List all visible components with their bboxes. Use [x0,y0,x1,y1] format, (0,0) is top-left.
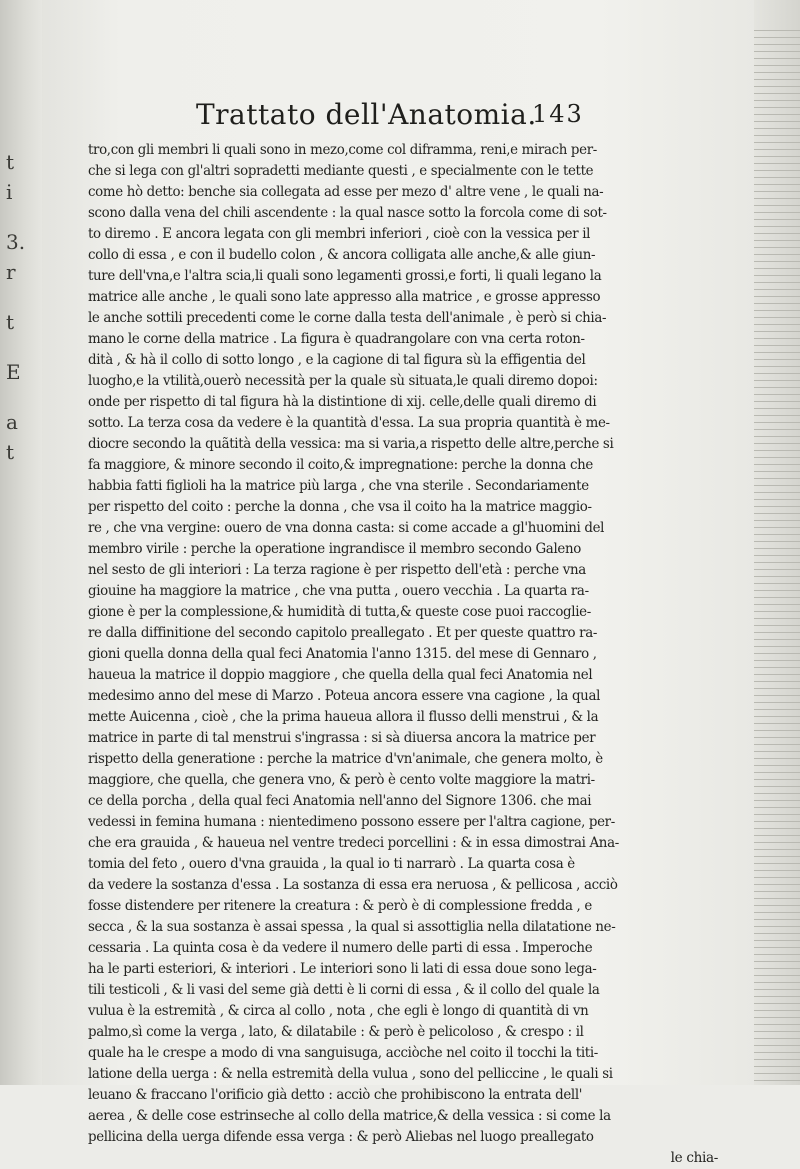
fore-edge-line [754,940,800,941]
fore-edge-line [754,506,800,507]
fore-edge-line [754,618,800,619]
fore-edge-line [754,933,800,934]
page-number: 143 [532,100,584,128]
fore-edge-line [754,856,800,857]
text-line: le anche sottili precedenti come le corne dalla testa dell'animale , è però si chia- [88,310,607,326]
text-line: secca , & la sua sostanza è assai spessa , la qual si assottiglia nella dilatatione ne- [88,919,616,935]
text-line: onde per rispetto di tal figura hà la distintione di xij. celle,delle quali diremo di [88,394,597,410]
text-line: che si lega con gl'altri sopradetti mediante questi , e specialmente con le tette [88,163,594,179]
fore-edge-line [754,233,800,234]
text-line: tili testicoli , & li vasi del seme già detti è li corni di essa , & il collo del quale la [88,982,600,998]
fore-edge-line [754,170,800,171]
fore-edge-line [754,359,800,360]
fore-edge-line [754,408,800,409]
fore-edge-line [754,499,800,500]
fore-edge-line [754,254,800,255]
fore-edge-line [754,1024,800,1025]
fore-edge-line [754,954,800,955]
text-line: luogho,e la vtilità,ouerò necessità per la quale sù situata,le quali diremo dopoi: [88,373,598,389]
fore-edge-line [754,807,800,808]
fore-edge-line [754,485,800,486]
fore-edge-line [754,1052,800,1053]
text-line: tomia del feto , ouero d'vna grauida , la qual io ti narrarò . La quarta cosa è [88,856,575,872]
text-line: palmo,sì come la verga , lato, & dilatabile : & però è pelicoloso , & crespo : il [88,1024,584,1040]
text-line: medesimo anno del mese di Marzo . Poteua ancora essere vna cagione , la qual [88,688,601,704]
fore-edge-line [754,373,800,374]
fore-edge-line [754,443,800,444]
fore-edge-line [754,548,800,549]
fore-edge-line [754,275,800,276]
fore-edge-line [754,121,800,122]
fore-edge-line [754,1045,800,1046]
fore-edge-line [754,114,800,115]
fore-edge-line [754,1031,800,1032]
fore-edge-line [754,639,800,640]
facing-page-glyph: t [6,440,15,464]
facing-page-glyph: i [6,180,13,204]
fore-edge-line [754,863,800,864]
catchword: le chia- [670,1150,718,1166]
fore-edge-line [754,415,800,416]
fore-edge-line [754,310,800,311]
fore-edge-line [754,926,800,927]
fore-edge-line [754,555,800,556]
fore-edge-line [754,1059,800,1060]
text-line: fa maggiore, & minore secondo il coito,& impregnatione: perche la donna che [88,457,593,473]
running-head [196,98,656,134]
text-line: gione è per la complessione,& humidità di tutta,& queste cose puoi raccoglie- [88,604,591,620]
fore-edge-line [754,1038,800,1039]
fore-edge-line [754,884,800,885]
fore-edge-line [754,716,800,717]
facing-page-glyph: r [6,260,16,284]
fore-edge-line [754,51,800,52]
text-line: come hò detto: benche sia collegata ad esse per mezo d' altre vene , le quali na- [88,184,604,200]
fore-edge-line [754,1080,800,1081]
fore-edge-line [754,758,800,759]
fore-edge-line [754,65,800,66]
text-line: mette Auicenna , cioè , che la prima haueua allora il flusso delli menstrui , & la [88,709,599,725]
fore-edge-line [754,975,800,976]
fore-edge-line [754,93,800,94]
fore-edge-line [754,1066,800,1067]
fore-edge-line [754,835,800,836]
fore-edge-line [754,303,800,304]
fore-edge-line [754,366,800,367]
fore-edge-line [754,821,800,822]
text-line: diocre secondo la quãtità della vessica: ma si varia,a rispetto delle altre,perche si [88,436,614,452]
fore-edge-line [754,604,800,605]
fore-edge-line [754,1010,800,1011]
fore-edge-line [754,765,800,766]
fore-edge-line [754,219,800,220]
text-line: quale ha le crespe a modo di vna sanguisuga, acciòche nel coito il tocchi la titi- [88,1045,598,1061]
fore-edge-line [754,1017,800,1018]
fore-edge-line [754,968,800,969]
fore-edge-line [754,849,800,850]
fore-edge-line [754,79,800,80]
fore-edge-line [754,814,800,815]
fore-edge-line [754,1003,800,1004]
text-line: per rispetto del coito : perche la donna , che vsa il coito ha la matrice maggio- [88,499,592,515]
text-line: fosse distendere per ritenere la creatura : & però è di complessione fredda , e [88,898,592,914]
fore-edge-line [754,226,800,227]
fore-edge-line [754,709,800,710]
fore-edge-line [754,345,800,346]
text-line: ce della porcha , della qual feci Anatomia nell'anno del Signore 1306. che mai [88,793,592,809]
page-title: Trattato dell'Anatomia. [196,98,537,131]
fore-edge-line [754,730,800,731]
fore-edge-line [754,723,800,724]
fore-edge-line [754,282,800,283]
fore-edge-line [754,429,800,430]
text-line: maggiore, che quella, che genera vno, & però è cento volte maggiore la matri- [88,772,595,788]
fore-edge-line [754,772,800,773]
fore-edge-line [754,611,800,612]
fore-edge-line [754,58,800,59]
fore-edge-line [754,989,800,990]
text-line: pellicina della uerga difende essa verga : & però Aliebas nel luogo preallegato [88,1129,594,1145]
fore-edge-line [754,492,800,493]
body-text [88,140,738,1169]
fore-edge-line [754,534,800,535]
fore-edge-line [754,660,800,661]
text-line: re , che vna vergine: ouero de vna donna casta: si come accade a gl'huomini del [88,520,605,536]
fore-edge-line [754,142,800,143]
text-line: collo di essa , e con il budello colon , & ancora colligata alle anche,& alle giun- [88,247,596,263]
fore-edge-line [754,870,800,871]
fore-edge-line [754,653,800,654]
fore-edge-line [754,646,800,647]
text-line: to diremo . E ancora legata con gli membri inferiori , cioè con la vessica per il [88,226,591,242]
fore-edge-line [754,562,800,563]
fore-edge-line [754,919,800,920]
fore-edge-line [754,625,800,626]
fore-edge-line [754,296,800,297]
fore-edge-line [754,912,800,913]
fore-edge-line [754,996,800,997]
text-line: dità , & hà il collo di sotto longo , e la cagione di tal figura sù la effigentia del [88,352,586,368]
fore-edge-line [754,324,800,325]
fore-edge-line [754,212,800,213]
fore-edge-line [754,205,800,206]
fore-edge-line [754,947,800,948]
fore-edge-line [754,44,800,45]
fore-edge-line [754,842,800,843]
fore-edge-line [754,261,800,262]
fore-edge-line [754,828,800,829]
facing-page-glyph: E [6,360,21,384]
text-line: sotto. La terza cosa da vedere è la quantità d'essa. La sua propria quantità è me- [88,415,610,431]
fore-edge-line [754,464,800,465]
fore-edge-line [754,268,800,269]
text-line: da vedere la sostanza d'essa . La sostanza di essa era neruosa , & pellicosa , acciò [88,877,618,893]
fore-edge-line [754,156,800,157]
fore-edge-line [754,905,800,906]
facing-page-glyph: t [6,310,15,334]
fore-edge-line [754,779,800,780]
fore-edge-line [754,583,800,584]
facing-page-edge [0,0,42,1085]
fore-edge-line [754,86,800,87]
fore-edge-line [754,793,800,794]
fore-edge-line [754,352,800,353]
fore-edge-line [754,128,800,129]
text-line: vulua è la estremità , & circa al collo , nota , che egli è longo di quantità di vn [88,1003,589,1019]
fore-edge-line [754,380,800,381]
fore-edge-line [754,478,800,479]
fore-edge-line [754,898,800,899]
fore-edge-line [754,877,800,878]
text-line: haueua la matrice il doppio maggiore , che quella della qual feci Anatomia nel [88,667,593,683]
fore-edge-line [754,702,800,703]
fore-edge-line [754,688,800,689]
text-line: membro virile : perche la operatione ingrandisce il membro secondo Galeno [88,541,581,557]
fore-edge-line [754,177,800,178]
fore-edge-line [754,667,800,668]
page-fore-edge [754,0,800,1085]
fore-edge-line [754,37,800,38]
fore-edge-line [754,786,800,787]
fore-edge-line [754,450,800,451]
fore-edge-line [754,457,800,458]
fore-edge-line [754,163,800,164]
text-line: scono dalla vena del chili ascendente : la qual nasce sotto la forcola come di sot- [88,205,607,221]
fore-edge-line [754,331,800,332]
facing-page-glyph: 3. [6,230,26,254]
text-line: rispetto della generatione : perche la matrice d'vn'animale, che genera molto, è [88,751,603,767]
text-line: re dalla diffinitione del secondo capitolo preallegato . Et per queste quattro ra- [88,625,598,641]
fore-edge-line [754,695,800,696]
fore-edge-line [754,513,800,514]
fore-edge-line [754,569,800,570]
text-line: latione della uerga : & nella estremità della vulua , sono del pelliccine , le quali si [88,1066,613,1082]
text-line: tro,con gli membri li quali sono in mezo,come col diframma, reni,e mirach per- [88,142,597,158]
text-line: leuano & fraccano l'orificio già detto : acciò che prohibiscono la entrata dell' [88,1087,583,1103]
text-line: mano le corne della matrice . La figura è quadrangolare con vna certa roton- [88,331,585,347]
text-line: nel sesto de gli interiori : La terza ragione è per rispetto dell'età : perche vna [88,562,586,578]
text-line: giouine ha maggiore la matrice , che vna putta , ouero vecchia . La quarta ra- [88,583,589,599]
fore-edge-line [754,632,800,633]
text-line: ture dell'vna,e l'altra scia,li quali sono legamenti grossi,e forti, li quali legano la [88,268,602,284]
text-line: che era grauida , & haueua nel ventre tredeci porcellini : & in essa dimostrai Ana- [88,835,619,851]
fore-edge-line [754,191,800,192]
fore-edge-line [754,597,800,598]
fore-edge-line [754,422,800,423]
text-line: matrice alle anche , le quali sono late appresso alla matrice , e grosse appresso [88,289,601,305]
fore-edge-line [754,72,800,73]
fore-edge-line [754,436,800,437]
text-line: cessaria . La quinta cosa è da vedere il numero delle parti di essa . Imperoche [88,940,593,956]
text-line: matrice in parte di tal menstrui s'ingrassa : si sà diuersa ancora la matrice per [88,730,596,746]
fore-edge-line [754,541,800,542]
fore-edge-line [754,590,800,591]
text-line: ha le parti esteriori, & interiori . Le interiori sono li lati di essa doue sono lega- [88,961,597,977]
fore-edge-line [754,184,800,185]
facing-page-glyph: t [6,150,15,174]
fore-edge-line [754,394,800,395]
fore-edge-line [754,1073,800,1074]
text-line: aerea , & delle cose estrinseche al collo della matrice,& della vessica : si come la [88,1108,611,1124]
fore-edge-line [754,247,800,248]
text-line: vedessi in femina humana : nientedimeno possono essere per l'altra cagione, per- [88,814,615,830]
fore-edge-line [754,30,800,31]
fore-edge-line [754,961,800,962]
fore-edge-line [754,100,800,101]
fore-edge-line [754,800,800,801]
fore-edge-line [754,317,800,318]
fore-edge-line [754,737,800,738]
fore-edge-line [754,681,800,682]
text-line: gioni quella donna della qual feci Anatomia l'anno 1315. del mese di Gennaro , [88,646,597,662]
fore-edge-line [754,520,800,521]
facing-page-glyph: a [6,410,18,434]
fore-edge-line [754,107,800,108]
fore-edge-line [754,338,800,339]
fore-edge-line [754,527,800,528]
fore-edge-line [754,674,800,675]
fore-edge-line [754,751,800,752]
fore-edge-line [754,471,800,472]
fore-edge-line [754,240,800,241]
fore-edge-line [754,135,800,136]
text-line: habbia fatti figlioli ha la matrice più larga , che vna sterile . Secondariamente [88,478,589,494]
fore-edge-line [754,198,800,199]
fore-edge-line [754,576,800,577]
fore-edge-line [754,744,800,745]
fore-edge-line [754,891,800,892]
fore-edge-line [754,289,800,290]
fore-edge-line [754,982,800,983]
fore-edge-line [754,149,800,150]
fore-edge-line [754,387,800,388]
fore-edge-line [754,401,800,402]
